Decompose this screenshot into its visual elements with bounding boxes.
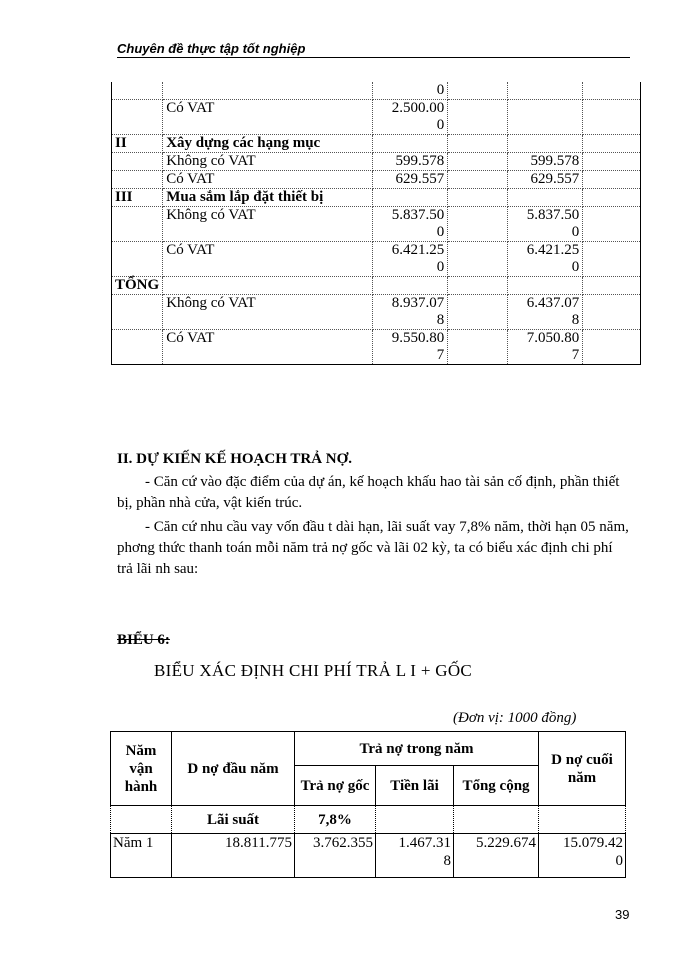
cell-v1: 599.578 bbox=[373, 153, 448, 171]
cell-v1 bbox=[373, 189, 448, 207]
cell-v2 bbox=[448, 277, 508, 295]
cell-closing: 15.079.42 0 bbox=[539, 834, 626, 878]
rate-label: Lãi suất bbox=[172, 806, 295, 834]
table-row bbox=[112, 277, 641, 295]
cell-label: Không có VAT bbox=[163, 207, 373, 242]
col-header-opening: D nợ đầu năm bbox=[172, 732, 295, 806]
cell-v1: 9.550.80 7 bbox=[373, 330, 448, 365]
table-row bbox=[112, 189, 641, 207]
col-header-principal: Trả nợ gốc bbox=[295, 766, 376, 806]
col-header-year: Năm vận hành bbox=[111, 732, 172, 806]
col-header-total: Tổng cộng bbox=[454, 766, 539, 806]
cell-v1 bbox=[373, 135, 448, 153]
table-row bbox=[112, 295, 641, 330]
paragraph-2: - Căn cứ nhu cầu vay vốn đầu t dài hạn, lãi suất vay 7,8% năm, thời hạn 05 năm, phơng thức thanh toán mỗi năm trả nợ gốc và lãi 02 kỳ, ta có biểu xác định chi phí trả lãi nh sau: bbox=[117, 519, 629, 577]
cell-v4 bbox=[583, 207, 641, 242]
cell-v4 bbox=[583, 82, 641, 100]
investment-table bbox=[111, 82, 641, 365]
cell-label: Không có VAT bbox=[163, 153, 373, 171]
cell-v1: 629.557 bbox=[373, 171, 448, 189]
cell-label: Có VAT bbox=[163, 242, 373, 277]
cell-year: Năm 1 bbox=[111, 834, 172, 878]
table-row bbox=[112, 82, 641, 100]
cell-label bbox=[163, 82, 373, 100]
cell-v2 bbox=[448, 242, 508, 277]
paragraph-1: - Căn cứ vào đặc điểm của dự án, kế hoạch khấu hao tài sản cố định, phần thiết bị, phần nhà cửa, vật kiến trúc. bbox=[117, 474, 620, 511]
cell-v4 bbox=[583, 153, 641, 171]
rate-value: 7,8% bbox=[295, 806, 376, 834]
col-header-interest: Tiền lãi bbox=[376, 766, 454, 806]
bieu-label: BIỂU 6: bbox=[117, 632, 170, 648]
cell-v4 bbox=[583, 100, 641, 135]
cell-v3 bbox=[508, 135, 583, 153]
cell-v2 bbox=[448, 295, 508, 330]
table-row bbox=[112, 242, 641, 277]
cell-v2 bbox=[448, 171, 508, 189]
cell-v3: 629.557 bbox=[508, 171, 583, 189]
col-header-closing: D nợ cuối năm bbox=[539, 732, 626, 806]
table-row bbox=[112, 153, 641, 171]
col-header-group: Trả nợ trong năm bbox=[295, 732, 539, 766]
header-rule bbox=[117, 57, 630, 58]
cell-no bbox=[112, 242, 163, 277]
table-row bbox=[112, 135, 641, 153]
cell-no: TỔNG bbox=[112, 277, 163, 295]
cell-v3 bbox=[508, 100, 583, 135]
table-row bbox=[112, 330, 641, 365]
cell-no bbox=[112, 153, 163, 171]
running-header: Chuyên đề thực tập tốt nghiệp bbox=[117, 41, 306, 56]
bieu-title: BIỂU XÁC ĐỊNH CHI PHÍ TRẢ L I + GỐC bbox=[154, 661, 473, 680]
cell-v2 bbox=[448, 153, 508, 171]
cell-v1 bbox=[373, 277, 448, 295]
cell-total: 5.229.674 bbox=[454, 834, 539, 878]
cell-v3: 599.578 bbox=[508, 153, 583, 171]
cell-v3: 7.050.80 7 bbox=[508, 330, 583, 365]
cell-v2 bbox=[448, 82, 508, 100]
cell-no bbox=[112, 295, 163, 330]
cell-v4 bbox=[583, 277, 641, 295]
cell-no bbox=[112, 82, 163, 100]
cell-v3: 5.837.50 0 bbox=[508, 207, 583, 242]
cell-v1: 6.421.25 0 bbox=[373, 242, 448, 277]
cell-label: Có VAT bbox=[163, 100, 373, 135]
cell-principal: 3.762.355 bbox=[295, 834, 376, 878]
cell-label: Có VAT bbox=[163, 330, 373, 365]
cell-v3 bbox=[508, 189, 583, 207]
cell-label: Mua sắm lắp đặt thiết bị bbox=[163, 189, 373, 207]
cell-no: III bbox=[112, 189, 163, 207]
cell-v4 bbox=[583, 171, 641, 189]
cell-v4 bbox=[583, 242, 641, 277]
cell-v2 bbox=[448, 189, 508, 207]
section-heading: II. DỰ KIẾN KẾ HOẠCH TRẢ NỢ. bbox=[117, 451, 353, 467]
debt-table bbox=[110, 731, 626, 878]
cell-no: II bbox=[112, 135, 163, 153]
cell-v2 bbox=[448, 135, 508, 153]
cell-v3 bbox=[508, 82, 583, 100]
unit-note: (Đơn vị: 1000 đồng) bbox=[453, 710, 577, 726]
cell-no bbox=[112, 207, 163, 242]
cell-label bbox=[163, 277, 373, 295]
cell-v4 bbox=[583, 189, 641, 207]
cell-v1: 8.937.07 8 bbox=[373, 295, 448, 330]
cell-v1: 5.837.50 0 bbox=[373, 207, 448, 242]
cell-v3: 6.437.07 8 bbox=[508, 295, 583, 330]
cell-v2 bbox=[448, 207, 508, 242]
table-row bbox=[112, 100, 641, 135]
cell-label: Không có VAT bbox=[163, 295, 373, 330]
cell-v2 bbox=[448, 330, 508, 365]
cell-v2 bbox=[448, 100, 508, 135]
cell-interest: 1.467.31 8 bbox=[376, 834, 454, 878]
cell-no bbox=[112, 330, 163, 365]
table-row bbox=[111, 834, 626, 878]
cell-v1: 2.500.00 0 bbox=[373, 100, 448, 135]
cell-v4 bbox=[583, 295, 641, 330]
cell-v3: 6.421.25 0 bbox=[508, 242, 583, 277]
cell-label: Xây dựng các hạng mục bbox=[163, 135, 373, 153]
cell-v1: 0 bbox=[373, 82, 448, 100]
cell-v4 bbox=[583, 135, 641, 153]
cell-label: Có VAT bbox=[163, 171, 373, 189]
table-row bbox=[112, 171, 641, 189]
cell-no bbox=[112, 171, 163, 189]
cell-v4 bbox=[583, 330, 641, 365]
cell-opening: 18.811.775 bbox=[172, 834, 295, 878]
cell-v3 bbox=[508, 277, 583, 295]
page-number: 39 bbox=[615, 907, 630, 922]
table-row bbox=[112, 207, 641, 242]
cell-no bbox=[112, 100, 163, 135]
